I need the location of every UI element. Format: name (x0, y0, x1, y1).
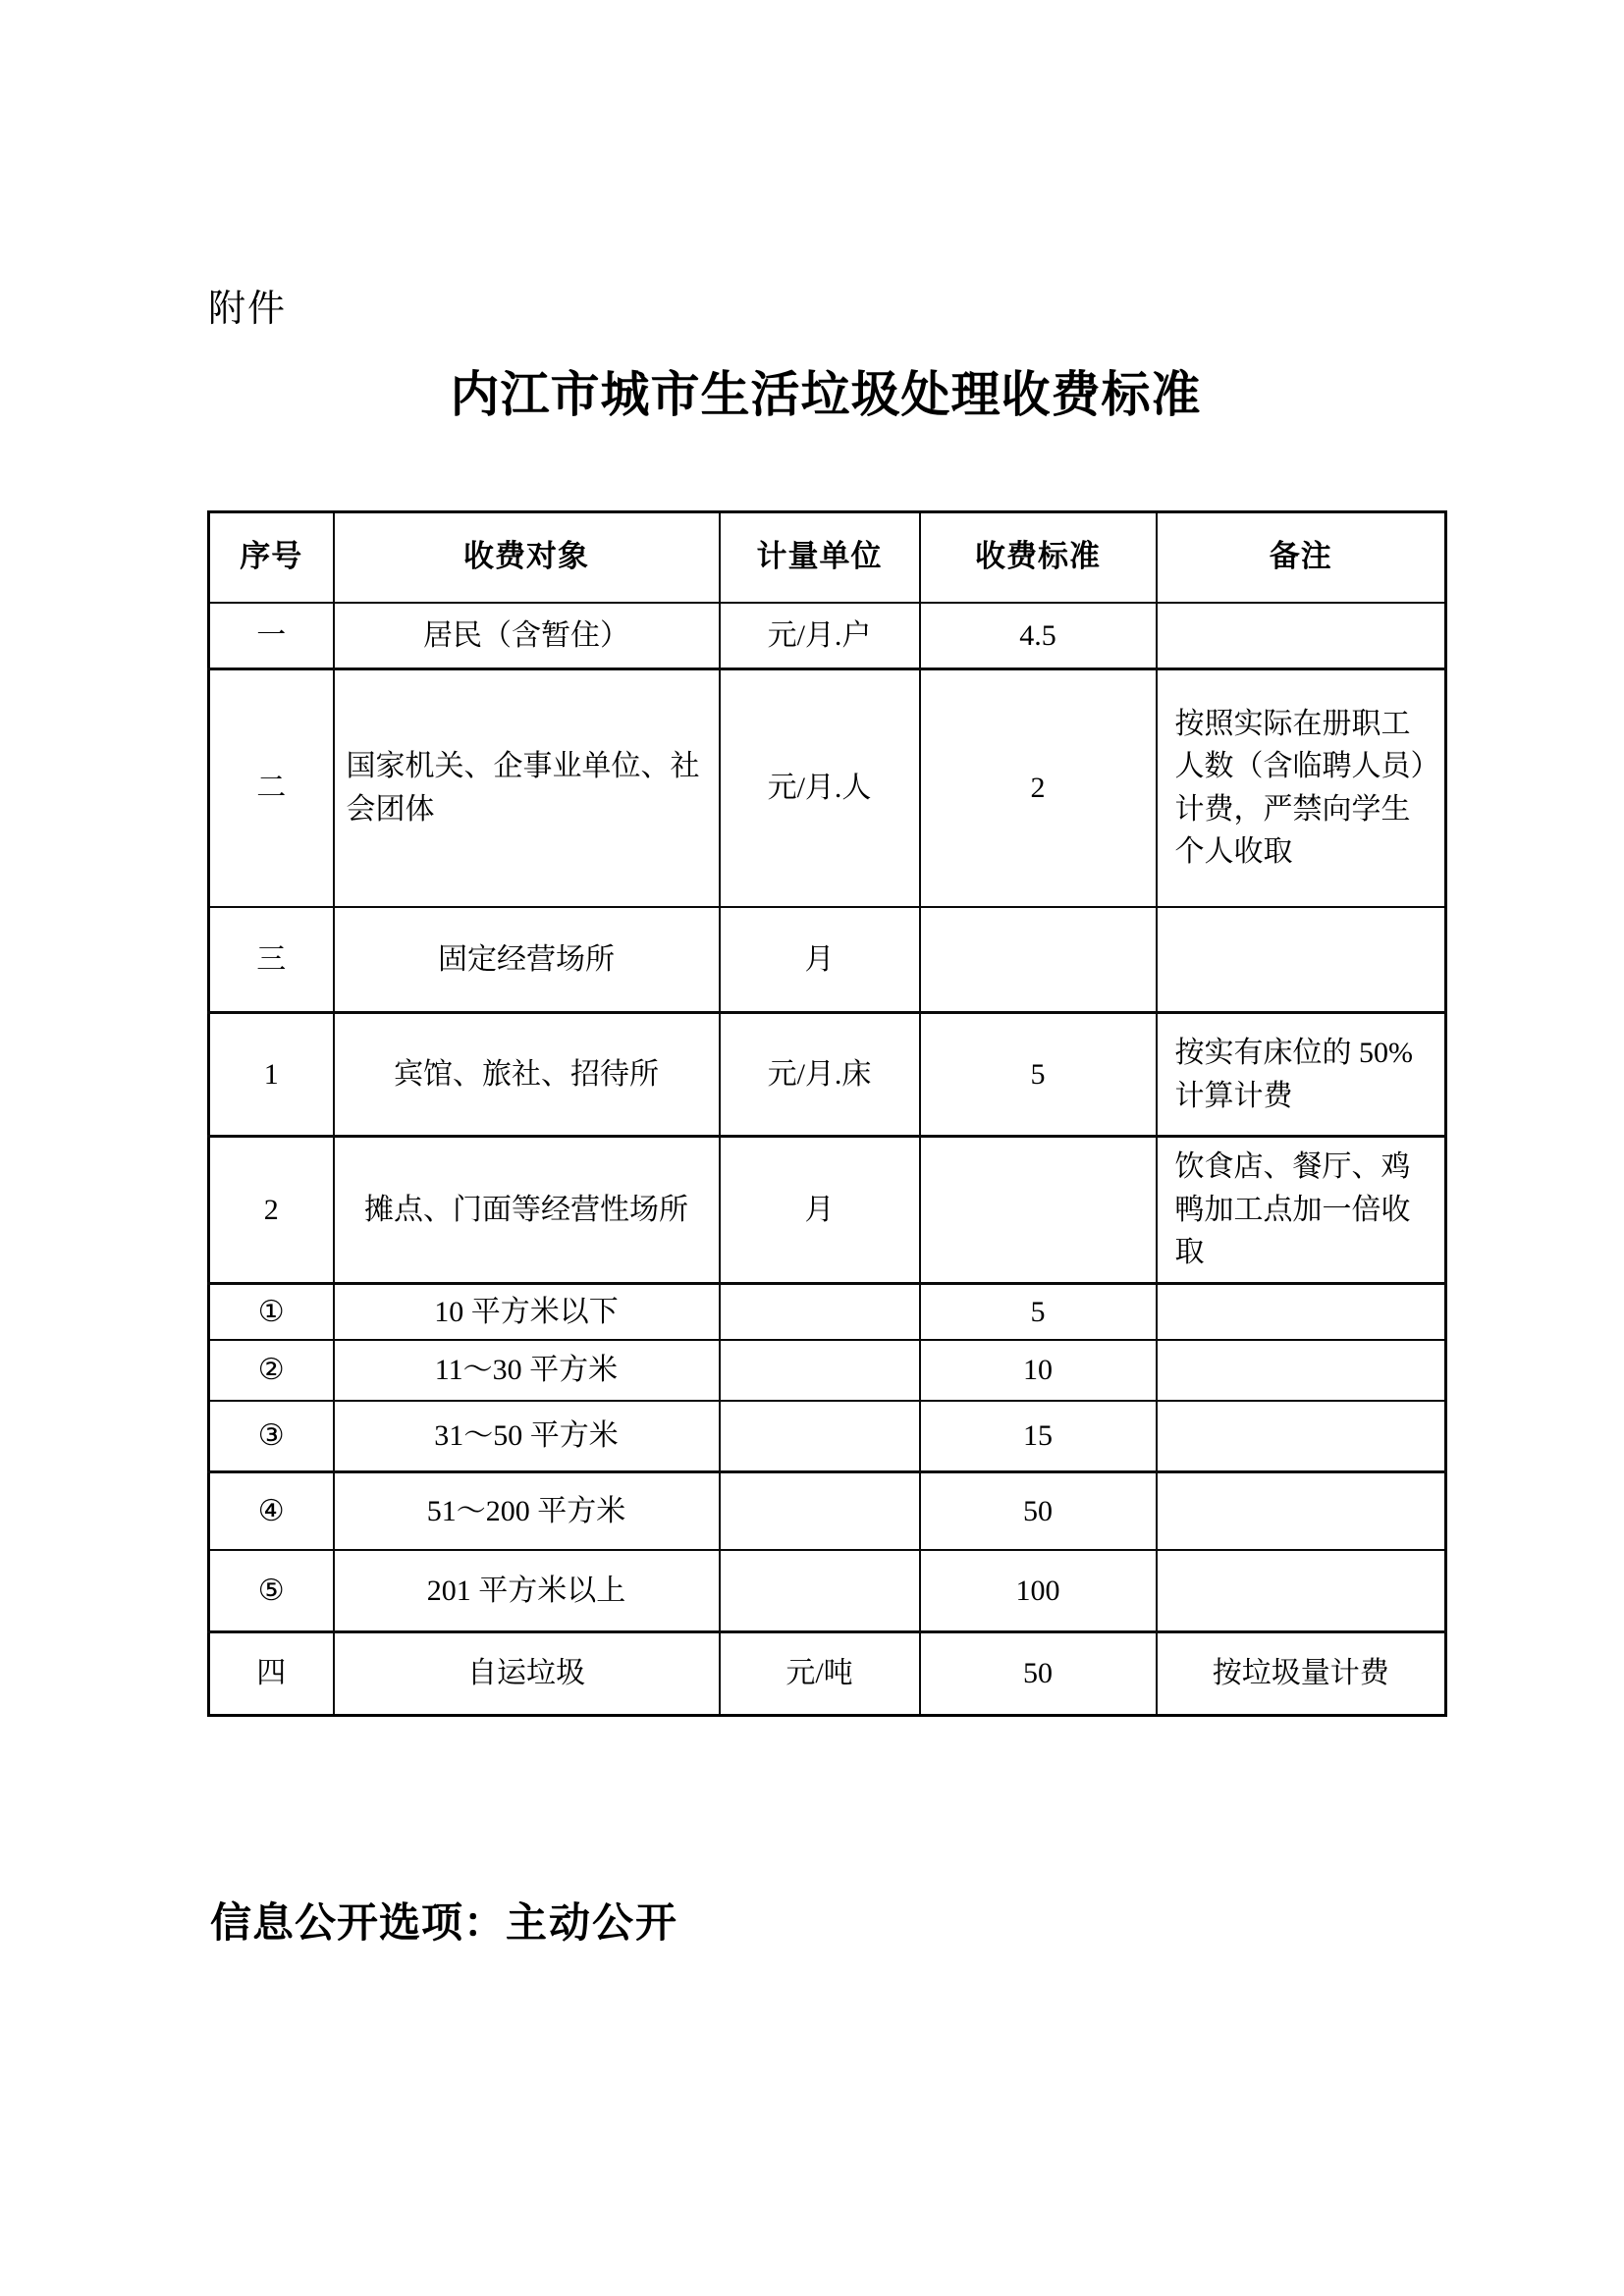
row-unit (720, 1340, 920, 1401)
row-target: 固定经营场所 (334, 907, 720, 1013)
header-target: 收费对象 (334, 512, 720, 603)
row-target: 国家机关、企事业单位、社会团体 (334, 669, 720, 907)
row-note: 按实有床位的 50%计算计费 (1157, 1013, 1446, 1137)
table-row (209, 1013, 1446, 1137)
row-no: 三 (209, 907, 334, 1013)
row-note (1157, 1401, 1446, 1471)
table-row (209, 1137, 1446, 1284)
row-no: 2 (209, 1137, 334, 1284)
table-row (209, 669, 1446, 907)
row-fee: 2 (920, 669, 1157, 907)
row-unit: 元/月.床 (720, 1013, 920, 1137)
row-fee: 10 (920, 1340, 1157, 1401)
row-target: 自运垃圾 (334, 1631, 720, 1715)
row-note: 饮食店、餐厅、鸡鸭加工点加一倍收取 (1157, 1137, 1446, 1284)
table-row (209, 1340, 1446, 1401)
row-target: 摊点、门面等经营性场所 (334, 1137, 720, 1284)
row-note: 按垃圾量计费 (1157, 1631, 1446, 1715)
attachment-label: 附件 (208, 289, 288, 330)
header-note: 备注 (1157, 512, 1446, 603)
disclosure-option-label: 信息公开选项： (210, 1899, 507, 1946)
row-fee: 15 (920, 1401, 1157, 1471)
row-fee: 5 (920, 1013, 1157, 1137)
row-no: 二 (209, 669, 334, 907)
header-no: 序号 (209, 512, 334, 603)
row-fee: 50 (920, 1471, 1157, 1550)
row-unit: 元/月.人 (720, 669, 920, 907)
row-note (1157, 1283, 1446, 1340)
row-unit (720, 1471, 920, 1550)
row-no: ⑤ (209, 1550, 334, 1631)
row-fee (920, 1137, 1157, 1284)
row-no: 四 (209, 1631, 334, 1715)
row-fee: 50 (920, 1631, 1157, 1715)
row-target: 51～200 平方米 (334, 1471, 720, 1550)
row-no: 1 (209, 1013, 334, 1137)
row-target: 宾馆、旅社、招待所 (334, 1013, 720, 1137)
row-target: 11～30 平方米 (334, 1340, 720, 1401)
row-unit (720, 1401, 920, 1471)
row-no: ④ (209, 1471, 334, 1550)
row-fee: 100 (920, 1550, 1157, 1631)
row-target: 10 平方米以下 (334, 1283, 720, 1340)
row-unit: 元/吨 (720, 1631, 920, 1715)
row-target: 201 平方米以上 (334, 1550, 720, 1631)
row-unit: 月 (720, 907, 920, 1013)
row-unit: 元/月.户 (720, 603, 920, 669)
row-target: 居民（含暂住） (334, 603, 720, 669)
table-row (209, 603, 1446, 669)
row-fee: 4.5 (920, 603, 1157, 669)
table-row (209, 907, 1446, 1013)
row-no: ② (209, 1340, 334, 1401)
row-no: ① (209, 1283, 334, 1340)
row-note: 按照实际在册职工人数（含临聘人员）计费，严禁向学生个人收取 (1157, 669, 1446, 907)
table-row (209, 1550, 1446, 1631)
table-row (209, 1283, 1446, 1340)
row-fee: 5 (920, 1283, 1157, 1340)
row-fee (920, 907, 1157, 1013)
page-title: 内江市城市生活垃圾处理收费标准 (450, 367, 1202, 422)
disclosure-option-line (210, 1896, 678, 1951)
table-row (209, 1401, 1446, 1471)
fee-standard-table (207, 510, 1447, 1717)
table-row (209, 1631, 1446, 1715)
row-note (1157, 1471, 1446, 1550)
row-unit (720, 1283, 920, 1340)
header-unit: 计量单位 (720, 512, 920, 603)
row-unit: 月 (720, 1137, 920, 1284)
header-fee: 收费标准 (920, 512, 1157, 603)
table-header-row (209, 512, 1446, 603)
row-target: 31～50 平方米 (334, 1401, 720, 1471)
row-note (1157, 603, 1446, 669)
row-note (1157, 1550, 1446, 1631)
row-no: ③ (209, 1401, 334, 1471)
row-unit (720, 1550, 920, 1631)
row-note (1157, 907, 1446, 1013)
table-row (209, 1471, 1446, 1550)
row-no: 一 (209, 603, 334, 669)
disclosure-option-value: 主动公开 (506, 1901, 679, 1947)
row-note (1157, 1340, 1446, 1401)
